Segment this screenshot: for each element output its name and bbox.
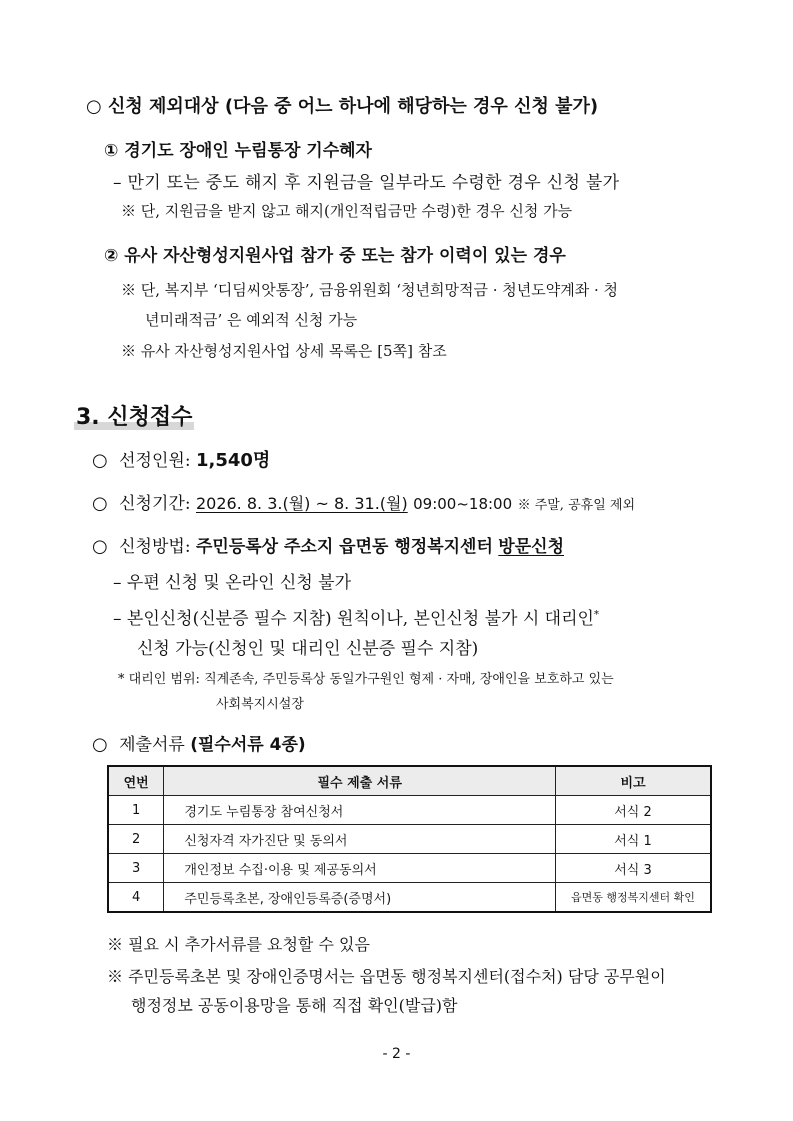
documents-row — [92, 730, 306, 755]
row-document: 개인정보 수집·이용 및 제공동의서 — [164, 854, 556, 883]
proxy-note-line2: 사회복지시설장 — [216, 697, 304, 712]
hollow-circle-icon: ○ — [92, 536, 108, 557]
table-row — [108, 825, 711, 854]
method-label: 신청방법: — [119, 537, 191, 557]
row-note: 읍면동 행정복지센터 확인 — [556, 883, 712, 913]
period-time: 09:00~18:00 — [413, 495, 513, 513]
method-detail-2-footnote-mark: * — [593, 609, 599, 621]
method-value-underlined: 방문신청 — [498, 537, 564, 557]
table-header-no: 연번 — [108, 766, 164, 796]
exclusion-heading: ○ 신청 제외대상 (다음 중 어느 하나에 해당하는 경우 신청 불가) — [86, 96, 599, 117]
row-note: 서식 1 — [556, 825, 712, 854]
documents-value: (필수서류 4종) — [190, 735, 306, 755]
documents-footnote-1: ※ 필요 시 추가서류를 요청할 수 있음 — [107, 935, 370, 954]
row-no: 2 — [108, 825, 164, 854]
documents-footnote-2-line1: ※ 주민등록초본 및 장애인증명서는 읍면동 행정복지센터(접수처) 담당 공무원이 — [107, 967, 666, 986]
section-title — [74, 400, 194, 431]
hollow-circle-icon: ○ — [92, 450, 108, 471]
method-detail-2-text: – 본인신청(신분증 필수 지참) 원칙이나, 본인신청 불가 시 대리인 — [113, 609, 594, 629]
table-row — [108, 883, 711, 913]
page-number: - 2 - — [382, 1046, 411, 1062]
table-row — [108, 854, 711, 883]
row-document: 경기도 누림통장 참여신청서 — [164, 796, 556, 825]
section-title-text: 3. 신청접수 — [76, 405, 193, 430]
table-header-row — [108, 766, 711, 796]
row-no: 3 — [108, 854, 164, 883]
method-row — [92, 532, 564, 557]
row-document: 주민등록초본, 장애인등록증(증명서) — [164, 883, 556, 913]
hollow-circle-icon: ○ — [92, 493, 108, 514]
proxy-note-line1: * 대리인 범위: 직계존속, 주민등록상 동일가구원인 형제 · 자매, 장애인을 보호하고 있는 — [118, 672, 614, 687]
period-value: 2026. 8. 3.(월) ~ 8. 31.(월) — [195, 494, 408, 513]
method-value: 주민등록상 주소지 읍면동 행정복지센터 — [195, 537, 493, 557]
method-detail-2-continued: 신청 가능(신청인 및 대리인 신분증 필수 지참) — [137, 639, 479, 659]
recipients-value: 1,540명 — [195, 450, 271, 471]
row-no: 1 — [108, 796, 164, 825]
period-note: ※ 주말, 공휴일 제외 — [517, 498, 635, 513]
row-document: 신청자격 자가진단 및 동의서 — [164, 825, 556, 854]
exclusion-item-2-title: ② 유사 자산형성지원사업 참가 중 또는 참가 이력이 있는 경우 — [104, 246, 566, 266]
row-note: 서식 2 — [556, 796, 712, 825]
exclusion-item-2-note-line1: ※ 단, 복지부 ‘디딤씨앗통장’, 금융위원회 ‘청년희망적금 · 청년도약계좌 · 청 — [121, 281, 619, 299]
exclusion-item-1-note: ※ 단, 지원금을 받지 않고 해지(개인적립금만 수령)한 경우 신청 가능 — [121, 202, 573, 220]
row-no: 4 — [108, 883, 164, 913]
table-header-document: 필수 제출 서류 — [164, 766, 556, 796]
row-note: 서식 3 — [556, 854, 712, 883]
exclusion-item-2-note-line2: 년미래적금’ 은 예외적 신청 가능 — [145, 311, 358, 329]
exclusion-item-1-detail: – 만기 또는 중도 해지 후 지원금을 일부라도 수령한 경우 신청 불가 — [113, 173, 620, 193]
recipients-label: 선정인원: — [119, 451, 191, 471]
documents-footnote-2-line2: 행정정보 공동이용망을 통해 직접 확인(발급)함 — [131, 996, 458, 1015]
exclusion-item-2-reference-note: ※ 유사 자산형성지원사업 상세 목록은 [5쪽] 참조 — [121, 342, 447, 360]
exclusion-item-1-title: ① 경기도 장애인 누림통장 기수혜자 — [104, 141, 372, 161]
documents-table — [107, 765, 712, 913]
documents-label: 제출서류 — [119, 735, 185, 755]
period-row — [92, 489, 635, 514]
method-detail-1: – 우편 신청 및 온라인 신청 불가 — [113, 573, 351, 593]
hollow-circle-icon: ○ — [92, 734, 108, 755]
table-row — [108, 796, 711, 825]
period-label: 신청기간: — [119, 494, 191, 514]
table-header-note: 비고 — [556, 766, 712, 796]
recipients-row — [92, 446, 270, 472]
method-detail-2 — [113, 604, 599, 629]
